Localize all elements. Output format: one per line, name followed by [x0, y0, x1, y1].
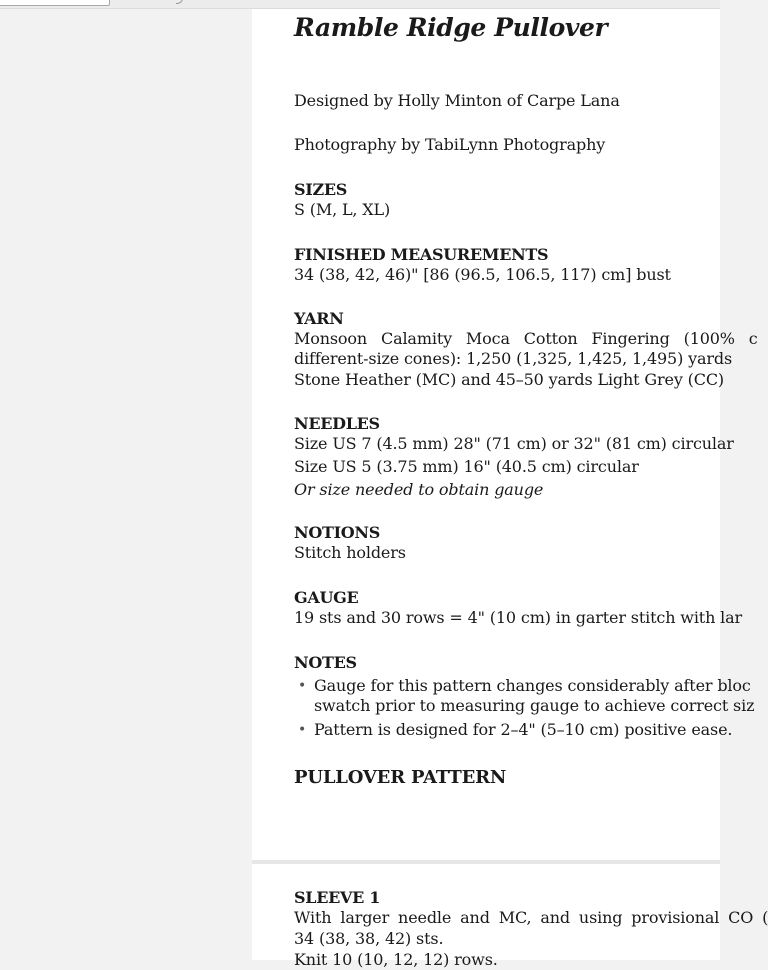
note-1-line-1: Gauge for this pattern changes considerably after bloc — [314, 676, 751, 695]
document-page — [252, 864, 768, 969]
toolbar-glyph — [176, 0, 183, 4]
pattern-heading: PULLOVER PATTERN — [294, 767, 507, 788]
notes-heading: NOTES — [294, 653, 357, 672]
yarn-line-1: Monsoon Calamity Moca Cotton Fingering (100% c — [294, 329, 758, 348]
document-page — [252, 9, 758, 860]
yarn-line-3: Stone Heather (MC) and 45–50 yards Light Grey (CC) — [294, 370, 725, 389]
measurements-value: 34 (38, 42, 46)" [86 (96.5, 106.5, 117) cm] bust — [294, 265, 671, 284]
photography-credit: Photography by TabiLynn Photography — [294, 135, 606, 154]
sleeve-line-1: With larger needle and MC, and using provisional CO ( — [294, 908, 768, 927]
yarn-heading: YARN — [294, 309, 344, 328]
yarn-line-2: different-size cones): 1,250 (1,325, 1,425, 1,495) yards — [294, 349, 733, 368]
needles-line-1: Size US 7 (4.5 mm) 28" (71 cm) or 32" (81 cm) circular — [294, 434, 734, 453]
sizes-value: S (M, L, XL) — [294, 200, 391, 219]
gauge-value: 19 sts and 30 rows = 4" (10 cm) in garter stitch with lar — [294, 608, 743, 627]
document-title: Ramble Ridge Pullover — [294, 13, 608, 42]
needles-gauge-note: Or size needed to obtain gauge — [294, 480, 544, 499]
sleeve-line-3: Knit 10 (10, 12, 12) rows. — [294, 950, 498, 969]
designer-credit: Designed by Holly Minton of Carpe Lana — [294, 91, 620, 110]
toolbar-field[interactable] — [0, 0, 110, 6]
bullet-icon: • — [298, 722, 307, 738]
needles-heading: NEEDLES — [294, 414, 380, 433]
note-2-line-1: Pattern is designed for 2–4" (5–10 cm) positive ease. — [314, 720, 733, 739]
side-panel — [0, 9, 252, 960]
gauge-heading: GAUGE — [294, 588, 359, 607]
note-1-line-2: swatch prior to measuring gauge to achieve correct siz — [314, 696, 755, 715]
needles-line-2: Size US 5 (3.75 mm) 16" (40.5 cm) circular — [294, 457, 639, 476]
bullet-icon: • — [298, 678, 307, 694]
sleeve-heading: SLEEVE 1 — [294, 888, 381, 907]
notions-value: Stitch holders — [294, 543, 406, 562]
notions-heading: NOTIONS — [294, 523, 380, 542]
sleeve-line-2: 34 (38, 38, 42) sts. — [294, 929, 444, 948]
measurements-heading: FINISHED MEASUREMENTS — [294, 245, 549, 264]
sizes-heading: SIZES — [294, 180, 347, 199]
top-toolbar — [0, 0, 720, 9]
